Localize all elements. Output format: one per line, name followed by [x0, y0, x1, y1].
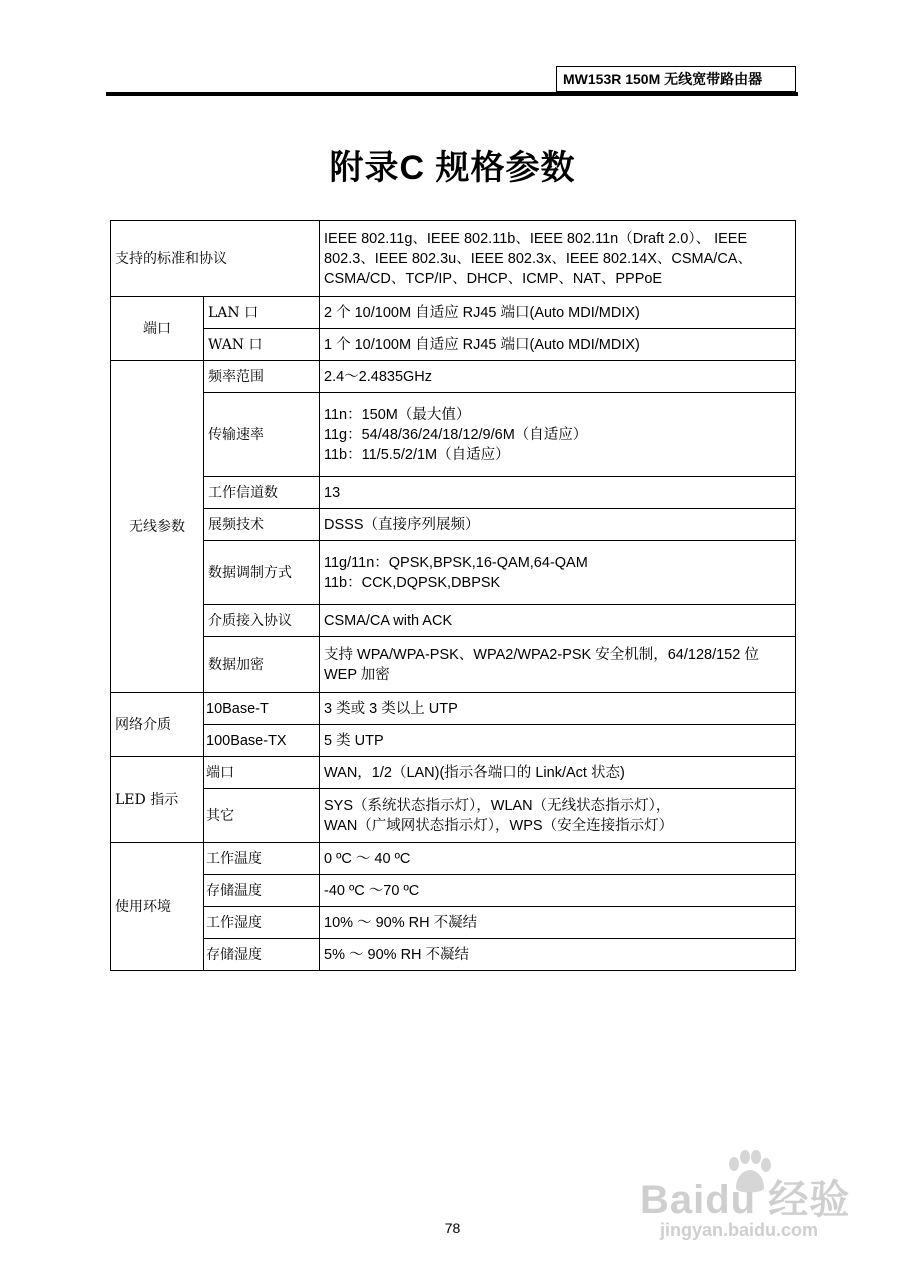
value-op-temp: 0 ºC ～ 40 ºC — [320, 843, 796, 875]
sub-label-channels: 工作信道数 — [204, 477, 320, 509]
value-encryption: 支持 WPA/WPA-PSK、WPA2/WPA2-PSK 安全机制，64/128/152 位 WEP 加密 — [320, 637, 796, 693]
table-row — [111, 757, 796, 789]
page-title: 附录C 规格参数 — [329, 149, 576, 187]
sub-label-rate: 传输速率 — [204, 393, 320, 477]
sub-label-op-humidity: 工作湿度 — [204, 907, 320, 939]
table-row — [111, 693, 796, 725]
value-line: 11g/11n：QPSK,BPSK,16-QAM,64-QAM — [324, 554, 588, 571]
table-row — [111, 541, 796, 605]
page-number: 78 — [444, 1220, 461, 1236]
sub-label-10base-t: 10Base-T — [204, 693, 320, 725]
value-led-ports: WAN，1/2（LAN)(指示各端口的 Link/Act 状态) — [320, 757, 796, 789]
sub-label-led-other: 其它 — [204, 789, 320, 843]
value-channels: 13 — [320, 477, 796, 509]
sub-label-encryption: 数据加密 — [204, 637, 320, 693]
value-spread: DSSS（直接序列展频） — [320, 509, 796, 541]
sub-label-access: 介质接入协议 — [204, 605, 320, 637]
table-row — [111, 361, 796, 393]
header-product-label: MW153R 150M 无线宽带路由器 — [556, 66, 796, 92]
value-modulation — [320, 541, 796, 605]
watermark-url: jingyan.baidu.com — [660, 1220, 819, 1240]
table-row — [111, 725, 796, 757]
table-row — [111, 221, 796, 297]
category-wireless: 无线参数 — [111, 361, 204, 693]
value-lan: 2 个 10/100M 自适应 RJ45 端口(Auto MDI/MDIX) — [320, 297, 796, 329]
sub-label-spread: 展频技术 — [204, 509, 320, 541]
sub-label-wan: WAN 口 — [204, 329, 320, 361]
table-row — [111, 329, 796, 361]
table-row — [111, 939, 796, 971]
sub-label-storage-temp: 存储温度 — [204, 875, 320, 907]
value-storage-temp: -40 ºC ～70 ºC — [320, 875, 796, 907]
table-row — [111, 509, 796, 541]
baidu-watermark — [640, 1150, 860, 1250]
value-access: CSMA/CA with ACK — [320, 605, 796, 637]
category-environment: 使用环境 — [111, 843, 204, 971]
sub-label-modulation: 数据调制方式 — [204, 541, 320, 605]
header-rule — [106, 92, 798, 96]
value-line: WAN（广域网状态指示灯），WPS（安全连接指示灯） — [324, 817, 674, 834]
table-row — [111, 297, 796, 329]
table-row — [111, 637, 796, 693]
value-10base-t: 3 类或 3 类以上 UTP — [320, 693, 796, 725]
category-network-media: 网络介质 — [111, 693, 204, 757]
value-line: SYS（系统状态指示灯），WLAN（无线状态指示灯）， — [324, 797, 671, 814]
value-standards: IEEE 802.11g、IEEE 802.11b、IEEE 802.11n（Draft 2.0）、 IEEE 802.3、IEEE 802.3u、IEEE 802.3x、IEEE 802.14X、CSMA/CA、CSMA/CD、TCP/IP、DHCP、ICMP、NAT、PPPoE — [320, 221, 796, 297]
sub-label-frequency: 频率范围 — [204, 361, 320, 393]
value-rate — [320, 393, 796, 477]
value-wan: 1 个 10/100M 自适应 RJ45 端口(Auto MDI/MDIX) — [320, 329, 796, 361]
table-row — [111, 393, 796, 477]
value-frequency: 2.4～2.4835GHz — [320, 361, 796, 393]
value-100base-tx: 5 类 UTP — [320, 725, 796, 757]
row-label-standards: 支持的标准和协议 — [111, 221, 320, 297]
value-line: 11b：CCK,DQPSK,DBPSK — [324, 574, 501, 591]
value-line: 11g：54/48/36/24/18/12/9/6M（自适应） — [324, 426, 588, 443]
sub-label-100base-tx: 100Base-TX — [204, 725, 320, 757]
value-op-humidity: 10% ～ 90% RH 不凝结 — [320, 907, 796, 939]
table-row — [111, 605, 796, 637]
table-row — [111, 907, 796, 939]
category-ports: 端口 — [111, 297, 204, 361]
category-led: LED 指示 — [111, 757, 204, 843]
value-storage-humidity: 5% ～ 90% RH 不凝结 — [320, 939, 796, 971]
value-line: 11n：150M（最大值） — [324, 406, 471, 423]
sub-label-storage-humidity: 存储湿度 — [204, 939, 320, 971]
sub-label-lan: LAN 口 — [204, 297, 320, 329]
table-row — [111, 875, 796, 907]
spec-table — [110, 220, 796, 971]
table-row — [111, 477, 796, 509]
watermark-brand: Baidu 经验 — [640, 1178, 851, 1222]
table-row — [111, 843, 796, 875]
sub-label-op-temp: 工作温度 — [204, 843, 320, 875]
value-line: 11b：11/5.5/2/1M（自适应） — [324, 446, 510, 463]
value-led-other — [320, 789, 796, 843]
table-row — [111, 789, 796, 843]
sub-label-led-ports: 端口 — [204, 757, 320, 789]
